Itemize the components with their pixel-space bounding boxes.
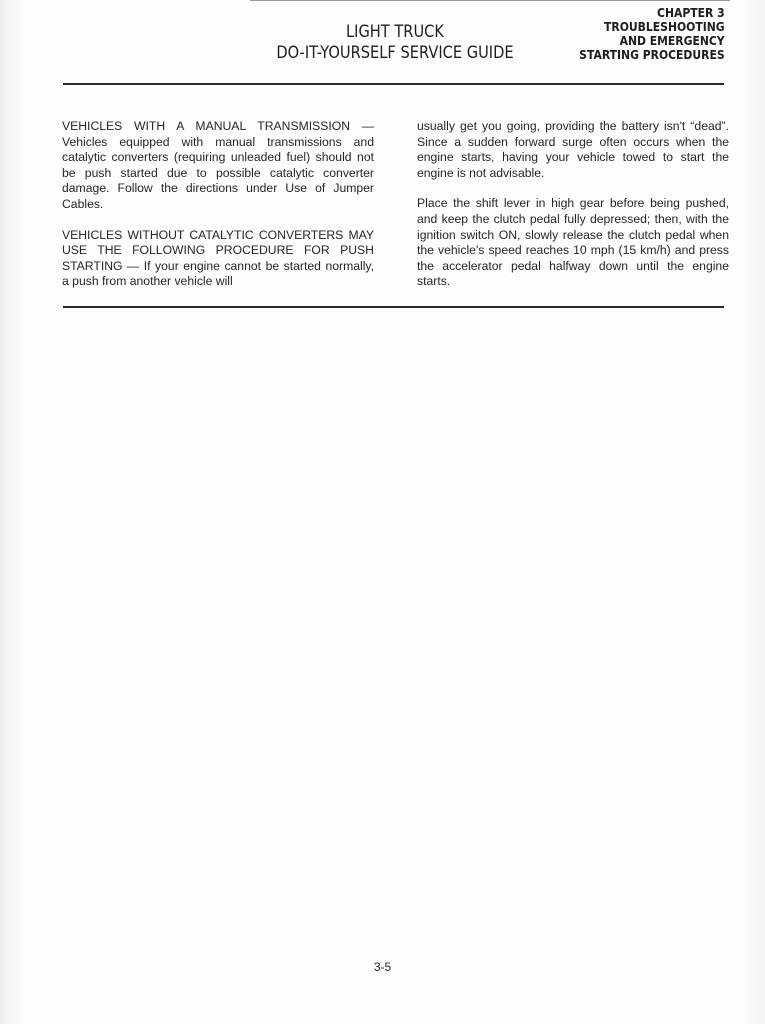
top-edge-line bbox=[250, 0, 730, 1]
manual-transmission-paragraph: VEHICLES WITH A MANUAL TRANSMISSION — Vehicles equipped with manual transmissions and catalytic converters (requiring unleaded fuel) should not be push started due to possible catalytic converter damage. Follow the directions under Use of Jumper Cables. bbox=[62, 119, 374, 211]
guide-title-line2: DO-IT-YOURSELF SERVICE GUIDE bbox=[276, 43, 514, 63]
guide-title-line1: LIGHT TRUCK bbox=[346, 22, 444, 42]
left-column bbox=[62, 119, 374, 290]
push-starting-paragraph: VEHICLES WITHOUT CATALYTIC CONVERTERS MAY USE THE FOLLOWING PROCEDURE FOR PUSH STARTING — If your engine cannot be started normally, a push from another vehicle will bbox=[62, 227, 374, 289]
chapter-number: CHAPTER 3 bbox=[657, 6, 725, 20]
shift-lever-paragraph: Place the shift lever in high gear before being pushed, and keep the clutch pedal fully depressed; then, with the ignition switch ON, slowly release the clutch pedal when the vehicle's speed reaches 10 mph (15 km/h) and press the accelerator pedal halfway down until the engine starts. bbox=[417, 196, 729, 289]
chapter-title-line3: STARTING PROCEDURES bbox=[579, 48, 725, 62]
continuation-paragraph: usually get you going, providing the battery isn't “dead”. Since a sudden forward surge often occurs when the engine starts, having your vehicle towed to start the engine is not advisable. bbox=[417, 119, 729, 180]
chapter-title-line2: AND EMERGENCY bbox=[620, 34, 725, 48]
content-divider bbox=[63, 306, 724, 308]
chapter-heading bbox=[580, 6, 725, 62]
chapter-title-line1: TROUBLESHOOTING bbox=[604, 20, 725, 34]
header-divider bbox=[63, 83, 724, 85]
guide-title bbox=[262, 22, 529, 64]
right-column bbox=[417, 119, 729, 290]
page-number: 3-5 bbox=[373, 960, 392, 974]
